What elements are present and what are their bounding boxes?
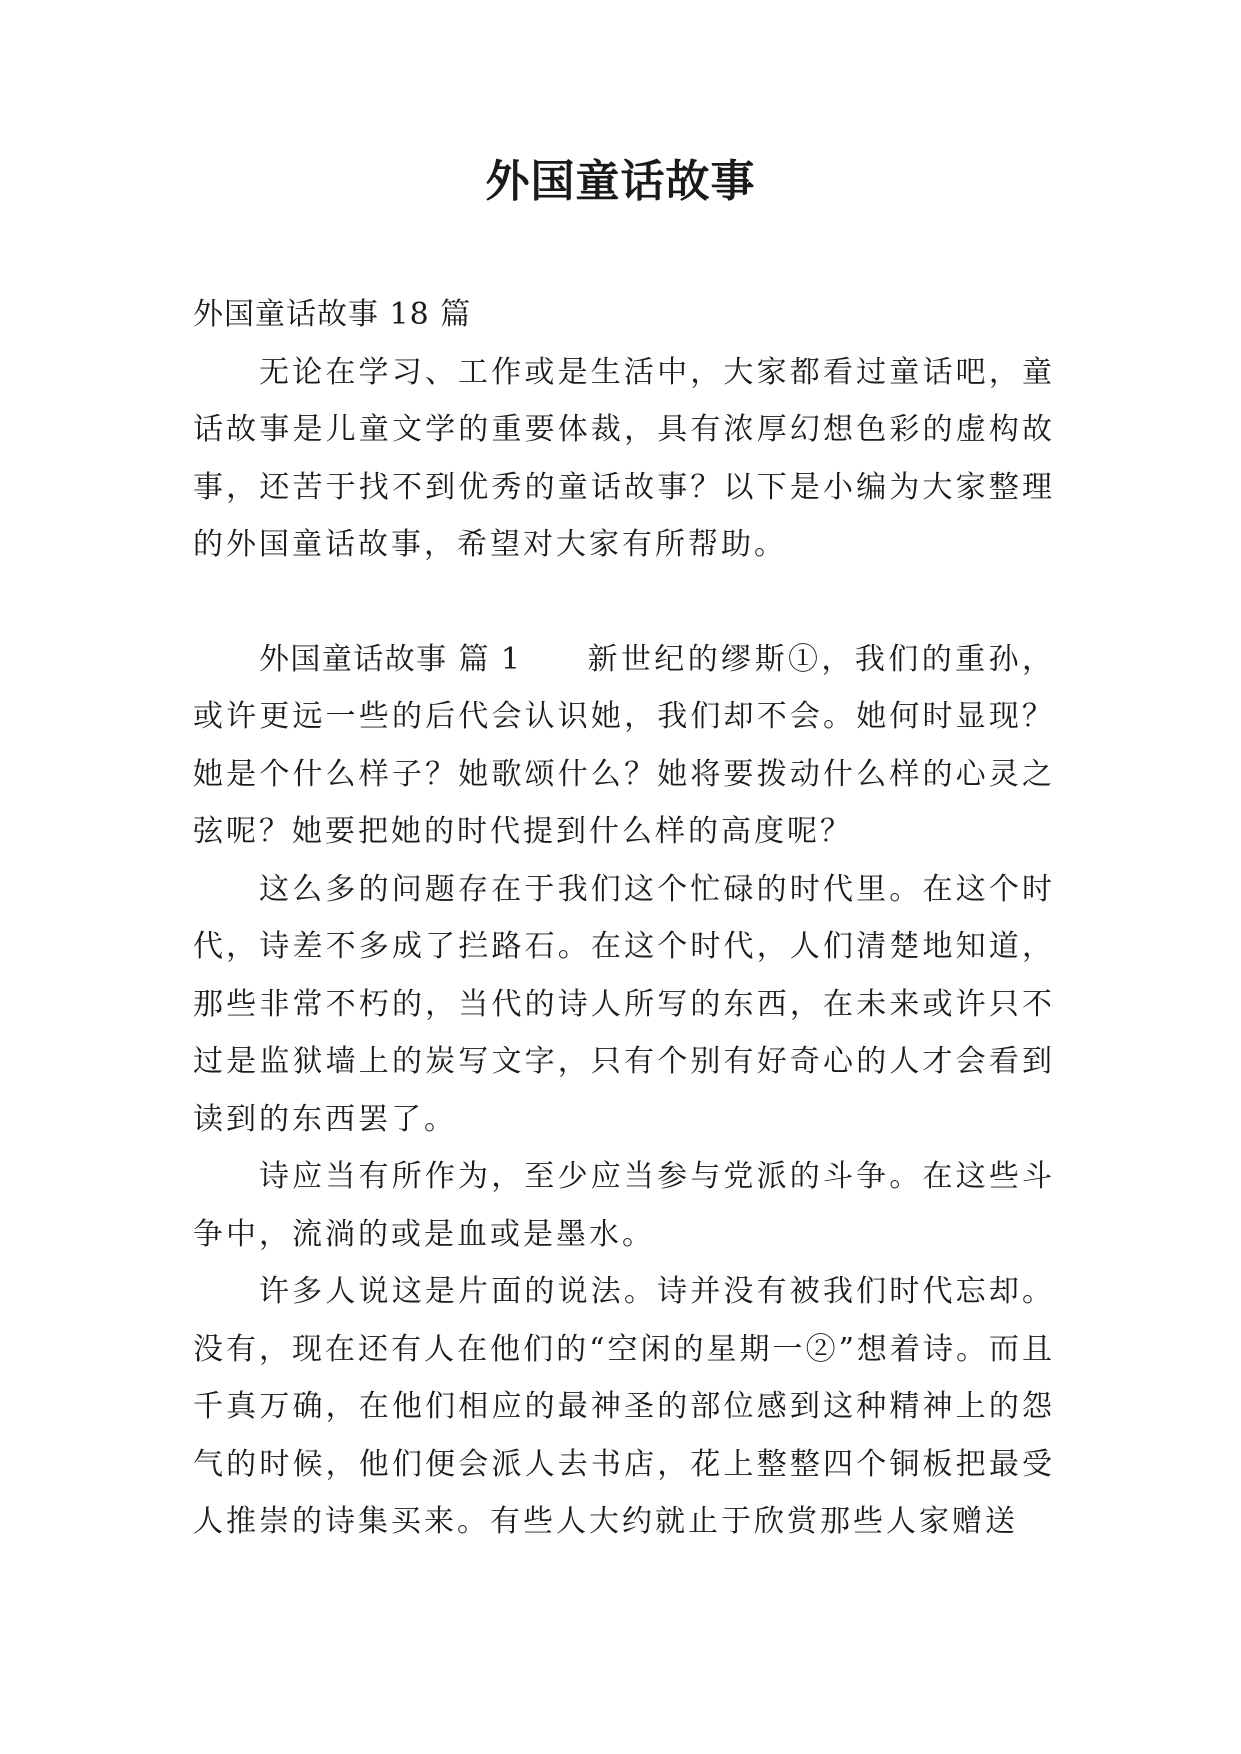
body-paragraph: 许多人说这是片面的说法。诗并没有被我们时代忘却。没有，现在还有人在他们的“空闲的星期一②”想着诗。而且千真万确，在他们相应的最神圣的部位感到这种精神上的怨气的时候，他们便会派人去书店，花上整整四个铜板把最受人推崇的诗集买来。有些人大约就止于欣赏那些人家赠送 [193,1274,1055,1539]
intro-paragraph: 无论在学习、工作或是生活中，大家都看过童话吧，童话故事是儿童文学的重要体裁，具有浓厚幻想色彩的虚构故事，还苦于找不到优秀的童话故事？以下是小编为大家整理的外国童话故事，希望对大家有所帮助。 [193,354,1055,562]
body-paragraph: 这么多的问题存在于我们这个忙碌的时代里。在这个时代，诗差不多成了拦路石。在这个时代，人们清楚地知道，那些非常不朽的，当代的诗人所写的东西，在未来或许只不过是监狱墙上的炭写文字，只有个别有好奇心的人才会看到读到的东西罢了。 [193,871,1055,1137]
section-1-paragraph [193,631,1055,861]
body-paragraph: 诗应当有所作为，至少应当参与党派的斗争。在这些斗争中，流淌的或是血或是墨水。 [193,1159,1055,1252]
document-subtitle: 外国童话故事 18 篇 [193,297,472,332]
document-title: 外国童话故事 [485,156,756,207]
section-1-heading: 外国童话故事 篇 1 [259,641,522,677]
document-body [193,286,1055,1551]
section-1-lead-text: 新世纪的缪斯①，我们的重孙，或许更远一些的后代会认识她，我们却不会。她何时显现？她是个什么样子？她歌颂什么？她将要拨动什么样的心灵之弦呢？她要把她的时代提到什么样的高度呢？ [193,641,1055,849]
